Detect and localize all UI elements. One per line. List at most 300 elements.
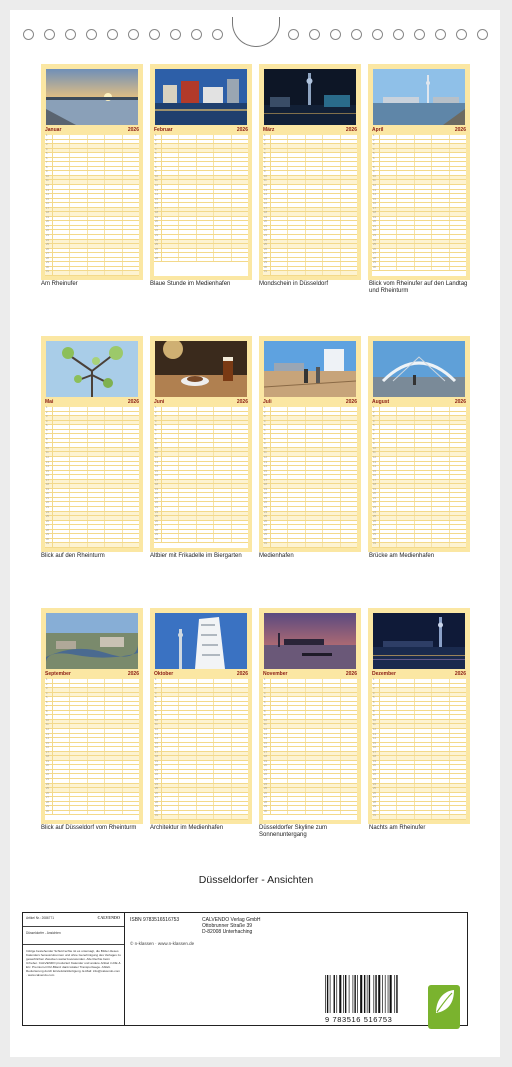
planner-cell [450,793,466,797]
planner-cell [432,240,449,244]
month-year: 2026 [236,127,248,133]
planner-cell [341,543,357,547]
planner-cell [105,516,122,520]
planner-cell [162,743,179,747]
day-number: 15 [372,743,380,747]
planner-cell [288,162,305,166]
planner-cell [232,779,248,783]
planner-cell [162,774,179,778]
planner-cell [306,471,323,475]
day-number: 21 [372,226,380,230]
binding-hole [393,29,404,40]
planner-cell [380,765,397,769]
planner-cell [70,162,87,166]
planner-cell [197,167,214,171]
planner-cell [288,761,305,765]
planner-cell [323,221,340,225]
planner-cell [271,788,288,792]
planner-cell [197,144,214,148]
planner-cell [323,475,340,479]
planner-cell [432,267,449,271]
planner-cell [288,743,305,747]
planner-cell [450,539,466,543]
planner-cell [123,140,139,144]
day-number: 9 [372,443,380,447]
planner-cell [105,199,122,203]
planner-cell [341,221,357,225]
planner-cell [88,190,105,194]
planner-cell [271,149,288,153]
day-number: 16 [45,203,53,207]
planner-cell [450,693,466,697]
planner-cell [288,212,305,216]
planner-cell [53,462,70,466]
planner-cell [105,752,122,756]
planner-cell [306,190,323,194]
planner-cell [380,135,397,139]
planner-cell [123,512,139,516]
planner-cell [53,212,70,216]
planner-cell [179,752,196,756]
day-number: 26 [372,793,380,797]
planner-cell [341,412,357,416]
planner-cell [323,802,340,806]
planner-cell [179,806,196,810]
planner-cell [214,811,231,815]
planner-cell [432,512,449,516]
planner-cell [415,199,432,203]
planner-cell [105,425,122,429]
planner-cell [306,679,323,683]
planner-cell [323,493,340,497]
planner-cell [432,262,449,266]
planner-cell [162,244,179,248]
planner-cell [397,693,414,697]
planner-cell [450,738,466,742]
planner-cell [179,462,196,466]
planner-cell [123,693,139,697]
planner-cell [380,230,397,234]
planner-cell [123,493,139,497]
planner-cell [162,688,179,692]
planner-cell [380,208,397,212]
planner-cell [415,135,432,139]
planner-cell [397,765,414,769]
planner-cell [450,176,466,180]
planner-cell [323,693,340,697]
planner-cell [123,416,139,420]
planner-cell [197,158,214,162]
planner-cell [450,779,466,783]
planner-cell [214,434,231,438]
planner-cell [380,217,397,221]
planner-cell [415,815,432,819]
planner-cell [432,498,449,502]
planner-cell [197,811,214,815]
month-photo [373,341,465,397]
planner-cell [288,466,305,470]
planner-cell [88,425,105,429]
planner-cell [88,489,105,493]
planner-cell [105,493,122,497]
planner-cell [341,212,357,216]
planner-cell [70,743,87,747]
planner-cell [432,475,449,479]
planner-cell [323,684,340,688]
planner-cell [432,457,449,461]
planner-cell [88,793,105,797]
planner-cell [450,489,466,493]
day-number: 22 [263,230,271,234]
planner-cell [162,521,179,525]
planner-cell [214,208,231,212]
day-number: 19 [154,217,162,221]
day-number: 9 [263,443,271,447]
planner-cell [450,806,466,810]
planner-cell [179,729,196,733]
planner-cell [214,407,231,411]
planner-cell [105,720,122,724]
planner-cell [271,734,288,738]
day-number: 23 [263,779,271,783]
month-photo [264,613,356,669]
planner-cell [53,407,70,411]
planner-cell [271,244,288,248]
day-number: 6 [45,430,53,434]
planner-cell [88,530,105,534]
day-number: 5 [154,153,162,157]
day-planner-grid [154,407,248,548]
planner-cell [341,194,357,198]
planner-cell [323,765,340,769]
planner-cell [415,679,432,683]
planner-cell [432,421,449,425]
planner-cell [432,190,449,194]
planner-cell [105,715,122,719]
planner-cell [450,180,466,184]
day-number: 16 [372,203,380,207]
planner-cell [53,770,70,774]
planner-cell [341,158,357,162]
planner-cell [306,702,323,706]
planner-cell [214,194,231,198]
planner-cell [214,158,231,162]
planner-cell [323,230,340,234]
planner-cell [214,471,231,475]
planner-cell [306,793,323,797]
planner-cell [179,802,196,806]
planner-cell [380,784,397,788]
month-header [263,398,357,406]
planner-cell [105,525,122,529]
planner-cell [288,190,305,194]
day-planner-grid [372,679,466,820]
planner-cell [432,185,449,189]
planner-cell [450,788,466,792]
calvendo-logo: CALVENDO [97,915,120,920]
planner-cell [380,235,397,239]
planner-cell [323,770,340,774]
day-number: 30 [372,539,380,543]
planner-cell [415,512,432,516]
planner-cell [271,158,288,162]
day-number: 1 [45,407,53,411]
planner-cell [232,788,248,792]
day-number: 21 [263,498,271,502]
day-number: 27 [263,525,271,529]
day-number: 31 [45,271,53,275]
planner-cell [306,697,323,701]
month-name: September [45,671,71,677]
planner-cell [306,167,323,171]
planner-cell [380,448,397,452]
month-photo [46,613,138,669]
planner-cell [450,743,466,747]
planner-cell [162,525,179,529]
planner-cell [162,475,179,479]
planner-cell [306,271,323,275]
planner-cell [232,421,248,425]
planner-cell [123,167,139,171]
planner-cell [162,697,179,701]
planner-cell [271,493,288,497]
planner-cell [179,747,196,751]
planner-cell [232,811,248,815]
planner-cell [432,430,449,434]
planner-cell [288,475,305,479]
day-number: 9 [154,171,162,175]
planner-cell [323,702,340,706]
planner-cell [88,770,105,774]
planner-cell [53,235,70,239]
planner-cell [162,253,179,257]
barcode-number: 9 783516 516753 [325,1015,393,1024]
planner-cell [323,199,340,203]
planner-cell [306,539,323,543]
planner-cell [415,693,432,697]
day-number: 20 [372,221,380,225]
planner-cell [306,720,323,724]
planner-cell [179,244,196,248]
day-number: 20 [263,493,271,497]
planner-cell [450,811,466,815]
day-row [263,811,357,816]
planner-cell [53,180,70,184]
planner-cell [162,802,179,806]
day-number: 24 [154,784,162,788]
planner-cell [123,793,139,797]
planner-cell [105,466,122,470]
planner-cell [123,262,139,266]
planner-cell [232,729,248,733]
planner-cell [432,140,449,144]
planner-cell [88,774,105,778]
planner-cell [162,226,179,230]
planner-cell [232,484,248,488]
planner-cell [70,489,87,493]
planner-cell [380,516,397,520]
planner-cell [432,480,449,484]
planner-cell [397,412,414,416]
planner-cell [397,171,414,175]
day-number: 18 [263,756,271,760]
planner-cell [380,194,397,198]
day-number: 14 [45,466,53,470]
planner-cell [341,407,357,411]
planner-cell [179,525,196,529]
planner-cell [288,462,305,466]
planner-cell [323,734,340,738]
planner-cell [197,507,214,511]
day-number: 11 [45,452,53,456]
planner-cell [197,176,214,180]
planner-cell [232,462,248,466]
day-number: 29 [263,806,271,810]
planner-cell [271,693,288,697]
planner-cell [397,267,414,271]
planner-cell [323,516,340,520]
day-number: 14 [45,738,53,742]
planner-cell [397,262,414,266]
planner-cell [179,421,196,425]
planner-cell [88,512,105,516]
leaf-icon [428,985,460,1019]
day-number: 9 [372,715,380,719]
planner-cell [450,244,466,248]
planner-cell [341,770,357,774]
planner-cell [105,244,122,248]
planner-cell [450,412,466,416]
planner-cell [53,457,70,461]
planner-cell [105,135,122,139]
planner-cell [288,430,305,434]
day-number: 17 [372,752,380,756]
planner-cell [415,185,432,189]
planner-cell [70,190,87,194]
day-number: 13 [154,190,162,194]
planner-cell [162,484,179,488]
month-card-1 [41,64,143,280]
planner-cell [53,516,70,520]
planner-cell [232,806,248,810]
planner-cell [341,462,357,466]
planner-cell [450,724,466,728]
planner-cell [323,457,340,461]
planner-cell [53,249,70,253]
planner-cell [162,203,179,207]
planner-cell [53,512,70,516]
planner-cell [306,784,323,788]
planner-cell [214,448,231,452]
planner-cell [380,502,397,506]
planner-cell [380,407,397,411]
planner-cell [214,144,231,148]
planner-cell [214,806,231,810]
day-number: 1 [372,135,380,139]
day-number: 12 [372,457,380,461]
planner-cell [288,507,305,511]
day-number: 18 [372,212,380,216]
planner-cell [397,158,414,162]
day-number: 21 [45,498,53,502]
planner-cell [88,684,105,688]
planner-cell [53,788,70,792]
planner-cell [123,811,139,815]
planner-cell [323,176,340,180]
planner-cell [323,180,340,184]
planner-cell [415,439,432,443]
planner-cell [162,425,179,429]
day-number: 5 [45,425,53,429]
planner-cell [70,493,87,497]
day-number: 4 [372,149,380,153]
planner-cell [341,176,357,180]
planner-cell [88,176,105,180]
planner-cell [415,249,432,253]
planner-cell [70,271,87,275]
planner-cell [432,484,449,488]
planner-cell [397,190,414,194]
planner-cell [179,493,196,497]
planner-cell [123,190,139,194]
planner-cell [415,770,432,774]
day-row [154,258,248,263]
planner-cell [397,475,414,479]
planner-cell [271,715,288,719]
day-number: 30 [372,811,380,815]
day-number: 11 [372,452,380,456]
planner-cell [380,747,397,751]
planner-cell [179,240,196,244]
planner-cell [105,484,122,488]
planner-cell [415,258,432,262]
planner-cell [397,149,414,153]
planner-cell [380,253,397,257]
day-number: 11 [263,452,271,456]
planner-cell [288,747,305,751]
planner-cell [123,253,139,257]
planner-cell [271,267,288,271]
planner-cell [271,697,288,701]
planner-cell [179,793,196,797]
planner-cell [306,738,323,742]
day-number: 7 [263,162,271,166]
planner-cell [214,230,231,234]
day-number: 10 [263,176,271,180]
planner-cell [415,802,432,806]
planner-cell [323,774,340,778]
planner-cell [271,162,288,166]
planner-cell [415,443,432,447]
planner-cell [179,788,196,792]
planner-cell [397,770,414,774]
planner-cell [197,493,214,497]
planner-cell [88,466,105,470]
planner-cell [432,543,449,547]
planner-cell [70,765,87,769]
planner-cell [341,457,357,461]
planner-cell [105,271,122,275]
day-number: 17 [372,480,380,484]
planner-cell [123,697,139,701]
day-number: 30 [263,267,271,271]
planner-cell [53,430,70,434]
planner-cell [123,135,139,139]
planner-cell [162,416,179,420]
planner-cell [214,167,231,171]
day-number: 28 [45,802,53,806]
planner-cell [197,212,214,216]
